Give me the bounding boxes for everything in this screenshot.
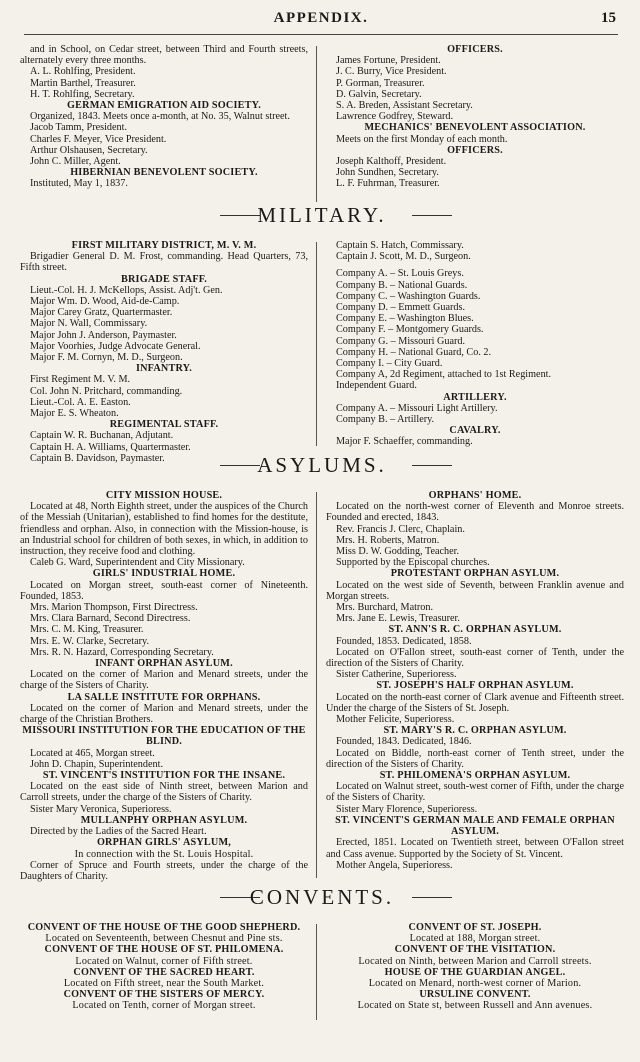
- entry-paragraph: Located on the north-east corner of Clark avenue and Fifteenth street. Under the charge of the Sisters of St. Joseph.: [326, 691, 624, 714]
- right-column: [326, 240, 624, 448]
- entry-paragraph: Located on the north-west corner of Eleventh and Monroe streets. Founded and erected, 1843.: [326, 501, 624, 524]
- entry-line: Company B. – Artillery.: [336, 414, 435, 426]
- entry-line: Major F. Schaeffer, commanding.: [336, 436, 473, 448]
- entry-line: Rev. Francis J. Clerc, Chaplain.: [336, 523, 465, 535]
- entry-line: Located on Tenth, corner of Morgan street.: [72, 1000, 256, 1012]
- entry-heading: ORPHANS' HOME.: [428, 490, 522, 501]
- entry-line: John C. Miller, Agent.: [30, 156, 121, 168]
- entry-line: Miss D. W. Godding, Teacher.: [336, 546, 460, 558]
- entry-line: Lieut.-Col. A. E. Easton.: [30, 396, 131, 408]
- entry-heading: BRIGADE STAFF.: [120, 273, 207, 285]
- entry-line: Mother Felicite, Superioress.: [336, 714, 455, 726]
- entry-line: John Sundhen, Secretary.: [336, 167, 439, 179]
- entry-heading: CONVENT OF THE SACRED HEART.: [73, 966, 255, 978]
- entry-line: Located at 465, Morgan street.: [30, 747, 155, 759]
- entry-heading: CONVENT OF THE VISITATION.: [394, 944, 556, 956]
- entry-paragraph: Founded, 1853. Dedicated, 1858.: [336, 635, 472, 647]
- column-divider: [316, 242, 317, 446]
- entry-heading: ST. VINCENT'S INSTITUTION FOR THE INSANE.: [42, 770, 286, 782]
- entry-line: Major E. S. Wheaton.: [30, 408, 119, 420]
- entry-line: Martin Barthel, Treasurer.: [30, 77, 136, 89]
- entry-line: Supported by the Episcopal churches.: [336, 557, 490, 569]
- entry-line: Located on Fifth street, near the South Market.: [63, 978, 265, 990]
- entry-heading: INFANTRY.: [135, 363, 193, 375]
- entry-line: Jacob Tamm, President.: [30, 122, 127, 134]
- entry-line: John D. Chapin, Superintendent.: [30, 758, 163, 770]
- left-column: [20, 922, 308, 1012]
- entry-paragraph: Located on O'Fallon street, south-east corner of Tenth, under the direction of the Sisters of Charity.: [326, 646, 624, 670]
- entry-heading: FIRST MILITARY DISTRICT, M. V. M.: [71, 240, 257, 251]
- entry-paragraph: Founded, 1843. Dedicated, 1846.: [336, 736, 472, 748]
- entry-heading: ST. ANN'S R. C. ORPHAN ASYLUM.: [388, 624, 562, 636]
- entry-line: Mother Angela, Superioress.: [336, 859, 453, 871]
- military-heading-block: [20, 202, 624, 232]
- entry-line: Company A. – Missouri Light Artillery.: [336, 402, 498, 414]
- entry-paragraph: Meets on the first Monday of each month.: [336, 133, 508, 145]
- top-section: [20, 44, 624, 204]
- entry-line: Company B. – National Guards.: [336, 279, 468, 291]
- entry-line: Company D. – Emmett Guards.: [336, 302, 466, 314]
- entry-line: Company A. – St. Louis Greys.: [336, 268, 464, 280]
- entry-line: Col. John N. Pritchard, commanding.: [30, 385, 183, 397]
- entry-paragraph: and in School, on Cedar street, between Third and Fourth streets, alternately every three months.: [20, 44, 308, 67]
- entry-line: Sister Catherine, Superioress.: [336, 669, 457, 681]
- asylums-heading: ASYLUMS.: [257, 453, 387, 477]
- divider-line-right: [412, 215, 452, 216]
- entry-heading: ST. MARY'S R. C. ORPHAN ASYLUM.: [383, 725, 567, 737]
- entry-line: Company I. – City Guard.: [336, 358, 443, 370]
- entry-heading: ST. VINCENT'S GERMAN MALE AND FEMALE ORPHAN ASYLUM.: [335, 814, 615, 838]
- entry-line: Major N. Wall, Commissary.: [30, 318, 148, 330]
- entry-line: D. Galvin, Secretary.: [336, 88, 422, 100]
- entry-line: Located on Menard, north-west corner of Marion.: [368, 978, 582, 990]
- entry-heading: LA SALLE INSTITUTE FOR ORPHANS.: [67, 691, 261, 703]
- entry-heading: CITY MISSION HOUSE.: [105, 490, 223, 501]
- entry-heading: CAVALRY.: [449, 425, 501, 437]
- entry-heading: HOUSE OF THE GUARDIAN ANGEL.: [384, 966, 566, 978]
- entry-line: Mrs. E. W. Clarke, Secretary.: [30, 635, 150, 647]
- entry-line: Major Carey Gratz, Quartermaster.: [30, 307, 173, 319]
- entry-heading: INFANT ORPHAN ASYLUM.: [95, 658, 233, 670]
- entry-paragraph: Corner of Spruce and Fourth streets, under the charge of the Daughters of Charity.: [20, 859, 308, 882]
- entry-heading: CONVENT OF THE HOUSE OF ST. PHILOMENA.: [44, 944, 284, 956]
- entry-line: Captain H. A. Williams, Quartermaster.: [30, 441, 191, 453]
- entry-heading: OFFICERS.: [447, 44, 503, 55]
- entry-line: Arthur Olshausen, Secretary.: [30, 144, 148, 156]
- entry-line: Company F. – Montgomery Guards.: [336, 324, 484, 336]
- entry-paragraph: Located on Morgan street, south-east corner of Nineteenth. Founded, 1853.: [20, 579, 308, 602]
- entry-line: Major John J. Anderson, Paymaster.: [30, 329, 177, 341]
- entry-line: James Fortune, President.: [336, 55, 441, 67]
- entry-line: Located at 188, Morgan street.: [409, 933, 541, 945]
- entry-line: Mrs. Jane E. Lewis, Treasurer.: [336, 613, 460, 625]
- entry-paragraph: Located on the corner of Marion and Menard streets, under the charge of the Sisters of Charity.: [20, 669, 308, 692]
- left-column: [20, 490, 308, 882]
- entry-line: Mrs. H. Roberts, Matron.: [336, 534, 440, 546]
- entry-line: Company E. – Washington Blues.: [336, 313, 474, 325]
- entry-heading: ARTILLERY.: [443, 391, 507, 403]
- entry-heading: URSULINE CONVENT.: [419, 989, 531, 1001]
- military-section: [20, 240, 624, 464]
- entry-paragraph: Organized, 1843. Meets once a-month, at No. 35, Walnut street.: [30, 111, 290, 123]
- entry-line: J. C. Burry, Vice President.: [336, 66, 447, 78]
- entry-line: Lieut.-Col. H. J. McKellops, Assist. Adj't. Gen.: [30, 284, 223, 296]
- entry-line: Major Voorhies, Judge Advocate General.: [30, 340, 201, 352]
- left-column: [20, 44, 308, 190]
- entry-heading: MISSOURI INSTITUTION FOR THE EDUCATION OF THE BLIND.: [22, 725, 306, 748]
- right-column: [326, 44, 624, 190]
- right-column: [326, 490, 624, 871]
- entry-paragraph: Located on Walnut street, south-west corner of Fifth, under the charge of the Sisters of Charity.: [326, 781, 624, 804]
- right-column: [326, 922, 624, 1012]
- entry-line: Located on Seventeenth, between Chesnut and Pine sts.: [45, 933, 283, 945]
- convents-heading-block: [20, 884, 624, 914]
- entry-heading: CONVENT OF ST. JOSEPH.: [408, 922, 542, 933]
- entry-heading: MECHANICS' BENEVOLENT ASSOCIATION.: [364, 122, 586, 134]
- entry-heading: ST. JOSEPH'S HALF ORPHAN ASYLUM.: [376, 680, 574, 692]
- entry-line: Sister Mary Veronica, Superioress.: [30, 803, 172, 815]
- entry-line: Mrs. Clara Barnard, Second Directress.: [30, 613, 191, 625]
- entry-line: Captain J. Scott, M. D., Surgeon.: [336, 251, 471, 263]
- entry-line: Company C. – Washington Guards.: [336, 290, 481, 302]
- entry-paragraph: Located on Biddle, north-east corner of Tenth street, under the direction of the Sisters of Charity.: [326, 747, 624, 770]
- entry-heading: CONVENT OF THE SISTERS OF MERCY.: [63, 989, 265, 1001]
- entry-line: Independent Guard.: [336, 380, 417, 392]
- page-header-title: APPENDIX.: [273, 10, 369, 26]
- entry-heading: HIBERNIAN BENEVOLENT SOCIETY.: [70, 167, 258, 179]
- entry-line: Charles F. Meyer, Vice President.: [30, 133, 167, 145]
- entry-line: Mrs. Burchard, Matron.: [336, 602, 434, 614]
- entry-heading: REGIMENTAL STAFF.: [109, 419, 219, 431]
- entry-paragraph: Located at 48, North Eighth street, under the auspices of the Church of the Messiah (Unitarian), established to find homes for the destitute, friendless and orphan. Also, in connection with the Mission-house, is an Industrial school for children of both sexes, in which, in addition to instruction, they receive food and clothing.: [20, 501, 308, 558]
- left-column: [20, 240, 308, 464]
- entry-line: Joseph Kalthoff, President.: [336, 156, 447, 168]
- entry-paragraph: Brigadier General D. M. Frost, commanding. Head Quarters, 73, Fifth street.: [20, 251, 308, 274]
- entry-paragraph: Directed by the Ladies of the Sacred Heart.: [30, 826, 207, 838]
- asylums-section: [20, 490, 624, 880]
- entry-heading: GERMAN EMIGRATION AID SOCIETY.: [67, 100, 261, 112]
- entry-line: First Regiment M. V. M.: [30, 374, 131, 386]
- entry-paragraph: Located on the west side of Seventh, between Franklin avenue and Morgan streets.: [326, 579, 624, 602]
- entry-line: Mrs. Marion Thompson, First Directress.: [30, 602, 198, 614]
- convents-section: [20, 922, 624, 1022]
- entry-line: Major F. M. Cornyn, M. D., Surgeon.: [30, 352, 183, 364]
- entry-line: Mrs. C. M. King, Treasurer.: [30, 624, 144, 636]
- entry-line: Lawrence Godfrey, Steward.: [336, 111, 454, 123]
- military-heading: MILITARY.: [257, 203, 387, 227]
- entry-heading: OFFICERS.: [447, 144, 503, 156]
- entry-heading: ORPHAN GIRLS' ASYLUM,: [96, 837, 232, 849]
- entry-heading: MULLANPHY ORPHAN ASYLUM.: [80, 814, 248, 826]
- entry-heading: GIRLS' INDUSTRIAL HOME.: [92, 568, 236, 580]
- entry-line: P. Gorman, Treasurer.: [336, 77, 425, 89]
- entry-paragraph: Located on the east side of Ninth street, between Marion and Carroll streets, under the charge of the Sisters of Charity.: [20, 781, 308, 804]
- entry-line: Caleb G. Ward, Superintendent and City Missionary.: [30, 557, 245, 569]
- column-divider: [316, 46, 317, 202]
- entry-line: A. L. Rohlfing, President.: [30, 66, 136, 78]
- divider-line-right: [412, 465, 452, 466]
- entry-line: L. F. Fuhrman, Treasurer.: [336, 178, 440, 190]
- entry-line: Located on Walnut, corner of Fifth street.: [75, 955, 253, 967]
- entry-line: Captain W. R. Buchanan, Adjutant.: [30, 430, 174, 442]
- entry-line: H. T. Rohlfing, Secretary.: [30, 88, 135, 100]
- entry-paragraph: Erected, 1851. Located on Twentieth street, between O'Fallon street and Cass avenue. Supported by the Society of St. Vincent.: [326, 837, 624, 860]
- entry-line: Major Wm. D. Wood, Aid-de-Camp.: [30, 296, 180, 308]
- divider-line-right: [412, 897, 452, 898]
- entry-line: S. A. Breden, Assistant Secretary.: [336, 100, 473, 112]
- entry-paragraph: Located on the corner of Marion and Menard streets, under the charge of the Christian Brothers.: [20, 702, 308, 726]
- entry-line: Company A, 2d Regiment, attached to 1st Regiment.: [336, 369, 552, 381]
- entry-line: Located on Ninth, between Marion and Carroll streets.: [358, 955, 592, 967]
- column-divider: [316, 924, 317, 1020]
- entry-line: In connection with the St. Louis Hospital.: [74, 848, 254, 860]
- entry-line: Sister Mary Florence, Superioress.: [336, 803, 478, 815]
- page-number: 15: [601, 10, 616, 26]
- running-header: [24, 8, 618, 35]
- entry-line: Mrs. R. N. Hazard, Corresponding Secretary.: [30, 646, 214, 658]
- entry-paragraph: Instituted, May 1, 1837.: [30, 178, 128, 190]
- entry-heading: CONVENT OF THE HOUSE OF THE GOOD SHEPHERD.: [27, 922, 301, 933]
- entry-heading: PROTESTANT ORPHAN ASYLUM.: [390, 568, 560, 580]
- convents-heading: CONVENTS.: [249, 885, 395, 909]
- entry-line: Captain B. Davidson, Paymaster.: [30, 452, 165, 464]
- entry-line: Captain S. Hatch, Commissary.: [336, 240, 464, 251]
- column-divider: [316, 492, 317, 878]
- asylums-heading-block: [20, 452, 624, 482]
- entry-line: Company G. – Missouri Guard.: [336, 335, 466, 347]
- entry-line: Company H. – National Guard, Co. 2.: [336, 346, 492, 358]
- entry-heading: ST. PHILOMENA'S ORPHAN ASYLUM.: [379, 770, 571, 782]
- entry-line: Located on State st, between Russell and Ann avenues.: [357, 1000, 593, 1012]
